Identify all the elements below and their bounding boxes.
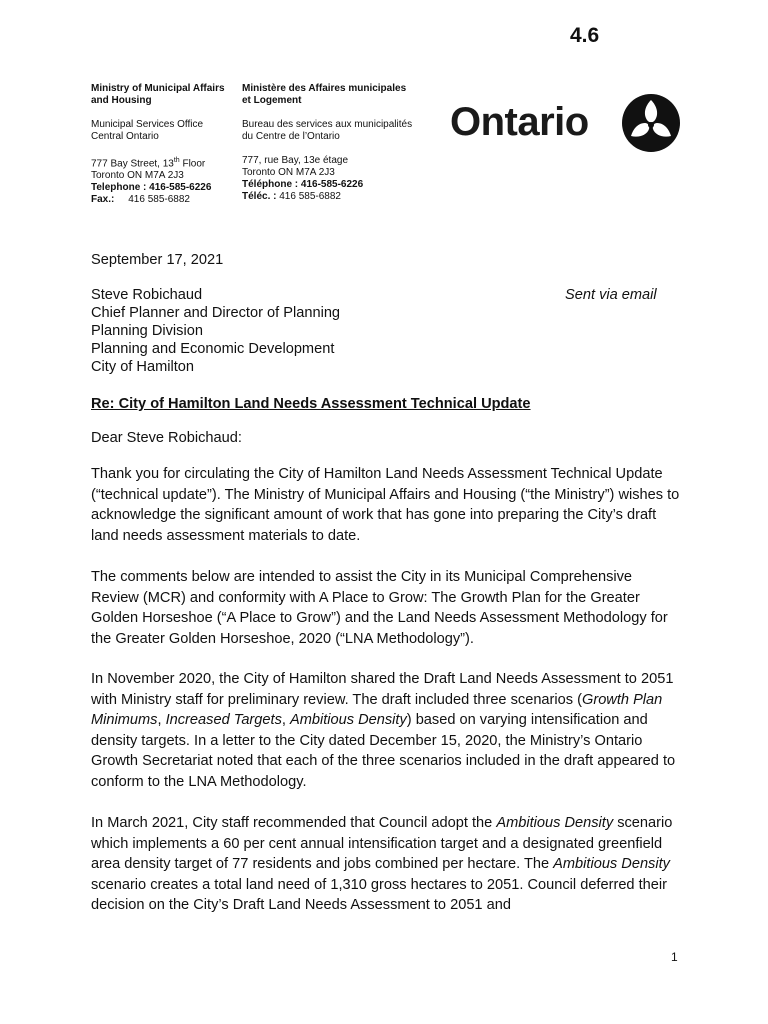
scenario-name: Ambitious Density: [289, 712, 407, 728]
ministry-name-en: Ministry of Municipal Affairs and Housing: [91, 83, 225, 106]
recipient-title: Chief Planner and Director of Planning: [91, 305, 341, 321]
scenario-name: Increased Targets: [165, 712, 282, 728]
ministry-name-fr: Ministère des Affaires municipales et Logement: [242, 83, 407, 106]
recipient-organization: City of Hamilton: [91, 359, 194, 375]
address-fr: 777, rue Bay, 13e étage Toronto ON M7A 2J3 Téléphone : 416-585-6226 Téléc. : 416 585-6882: [242, 155, 427, 203]
recipient-block: [91, 286, 681, 376]
trillium-icon: [621, 92, 681, 154]
scenario-name: Ambitious Density: [496, 815, 614, 831]
letterhead-french: [242, 83, 427, 215]
scenario-name: Ambitious Density: [553, 856, 670, 872]
fax-en: Fax.: 416 585-6882: [91, 194, 190, 206]
paragraph-1: Thank you for circulating the City of Hamilton Land Needs Assessment Technical Update (“technical update”). The Ministry of Municipal Affairs and Housing (“the Ministry”) wishes to acknowledge the significant amount of work that has gone into preparing the City’s draft land needs assessment materials to date.: [91, 466, 680, 544]
sent-via-note: Sent via email: [565, 287, 657, 303]
office-name-fr: Bureau des services aux municipalités du Centre de l’Ontario: [242, 119, 413, 142]
address-en: 777 Bay Street, 13th Floor Toronto ON M7A 2J3 Telephone : 416-585-6226 Fax.: 416 585-6882: [91, 155, 236, 206]
telephone-fr: Téléphone : 416-585-6226: [242, 179, 364, 190]
scenario-name: Growth Plan Minimums: [91, 691, 663, 728]
subject-line: Re: City of Hamilton Land Needs Assessment Technical Update: [91, 396, 531, 412]
recipient-department: Planning and Economic Development: [91, 341, 335, 357]
ontario-wordmark: Ontario: [450, 100, 589, 144]
letter-date: September 17, 2021: [91, 252, 224, 268]
telephone-en: Telephone : 416-585-6226: [91, 182, 212, 194]
item-number: 4.6: [570, 24, 600, 47]
paragraph-2: The comments below are intended to assist the City in its Municipal Comprehensive Review (MCR) and conformity with A Place to Grow: The Growth Plan for the Greater Golden Horseshoe (“A Place to Grow”) and the Land Needs Assessment Methodology for the Greater Golden Horseshoe, 2020 (“LNA Methodology”).: [91, 569, 668, 647]
recipient-division: Planning Division: [91, 323, 203, 339]
paragraph-4: In March 2021, City staff recommended that Council adopt the Ambitious Density scenario which implements a 60 per cent annual intensification target and a designated greenfield area density target of 77 residents and jobs combined per hectare. The Ambitious Density scenario creates a total land need of 1,310 gross hectares to 2051. Council deferred their decision on the City’s Draft Land Needs Assessment to 2051 and: [91, 815, 673, 913]
salutation: Dear Steve Robichaud:: [91, 430, 242, 446]
letterhead-english: [91, 83, 236, 218]
recipient-name: Steve Robichaud: [91, 287, 203, 303]
fax-fr: Téléc. : 416 585-6882: [242, 191, 341, 202]
office-name-en: Municipal Services Office Central Ontario: [91, 119, 204, 142]
page-number: 1: [671, 950, 678, 964]
ontario-logo: [450, 92, 685, 156]
street-address-en: 777 Bay Street, 13th Floor: [91, 157, 206, 170]
paragraph-3: In November 2020, the City of Hamilton shared the Draft Land Needs Assessment to 2051 with Ministry staff for preliminary review. The draft included three scenarios (Growth Plan Minimums, Increased Targets, Ambitious Density) based on varying intensification and density targets. In a letter to the City dated December 15, 2020, the Ministry’s Ontario Growth Secretariat noted that each of the three scenarios included in the draft appeared to conform to the LNA Methodology.: [91, 671, 676, 790]
